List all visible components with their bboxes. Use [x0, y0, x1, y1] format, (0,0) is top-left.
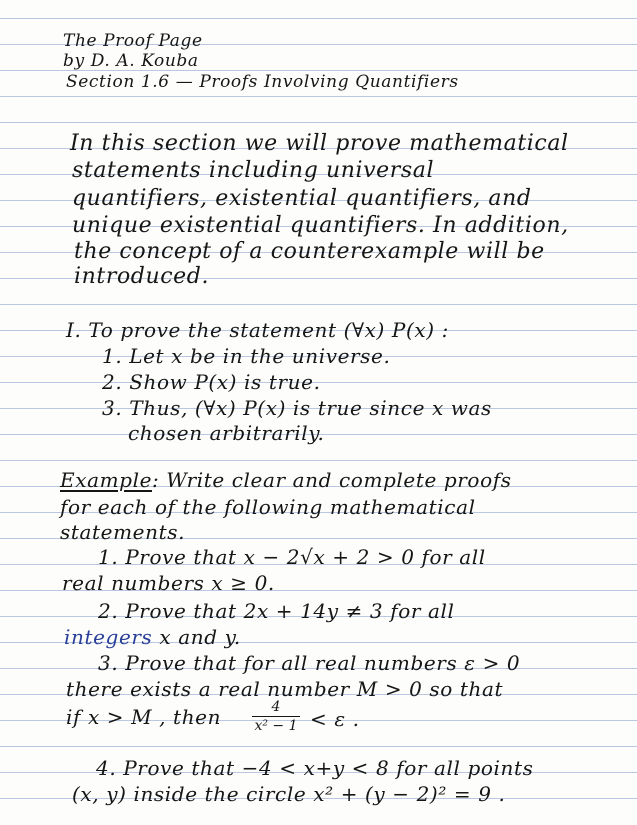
header-title: The Proof Page: [63, 31, 203, 51]
example-intro-line: statements.: [60, 520, 186, 544]
part1-step: 2. Show P(x) is true.: [102, 370, 321, 394]
part1-heading: I. To prove the statement (∀x) P(x) :: [66, 318, 449, 342]
header-author: by D. A. Kouba: [63, 51, 199, 71]
part1-step: 1. Let x be in the universe.: [102, 344, 391, 368]
problem-2-rest: x and y.: [152, 625, 241, 649]
problem-3-line: < ε .: [310, 707, 360, 731]
problem-1-line: real numbers x ≥ 0.: [62, 571, 275, 595]
example-intro-rest: : Write clear and complete proofs: [152, 468, 512, 492]
intro-line: introduced.: [74, 264, 210, 289]
part1-step: 3. Thus, (∀x) P(x) is true since x was: [102, 396, 492, 420]
example-intro: [60, 470, 512, 490]
intro-line: In this section we will prove mathematical: [70, 131, 569, 156]
intro-line: statements including universal: [72, 158, 435, 183]
header-section: Section 1.6 — Proofs Involving Quantifiers: [66, 72, 459, 92]
example-label: Example: [60, 468, 153, 492]
problem-3-fraction: [252, 700, 300, 733]
problem-3-line: there exists a real number M > 0 so that: [66, 677, 504, 701]
problem-3-line: 3. Prove that for all real numbers ε > 0: [98, 651, 521, 675]
problem-4-line: (x, y) inside the circle x² + (y − 2)² = 9 .: [72, 782, 506, 806]
problem-2-line: [64, 627, 241, 647]
fraction-denominator: x² − 1: [254, 718, 298, 734]
problem-3-line: if x > M , then: [66, 705, 222, 729]
fraction-bar: [252, 716, 300, 717]
intro-line: quantifiers, existential quantifiers, and: [72, 186, 532, 211]
problem-2-line: 2. Prove that 2x + 14y ≠ 3 for all: [98, 599, 455, 623]
problem-4-line: 4. Prove that −4 < x+y < 8 for all points: [96, 756, 534, 780]
part1-step: chosen arbitrarily.: [128, 421, 325, 445]
intro-line: the concept of a counterexample will be: [74, 239, 545, 264]
intro-line: unique existential quantifiers. In addition,: [72, 213, 569, 238]
fraction-numerator: 4: [271, 699, 281, 715]
example-intro-line: for each of the following mathematical: [60, 495, 476, 519]
problem-2-integers: integers: [64, 625, 153, 649]
problem-1-line: 1. Prove that x − 2√x + 2 > 0 for all: [98, 545, 486, 569]
